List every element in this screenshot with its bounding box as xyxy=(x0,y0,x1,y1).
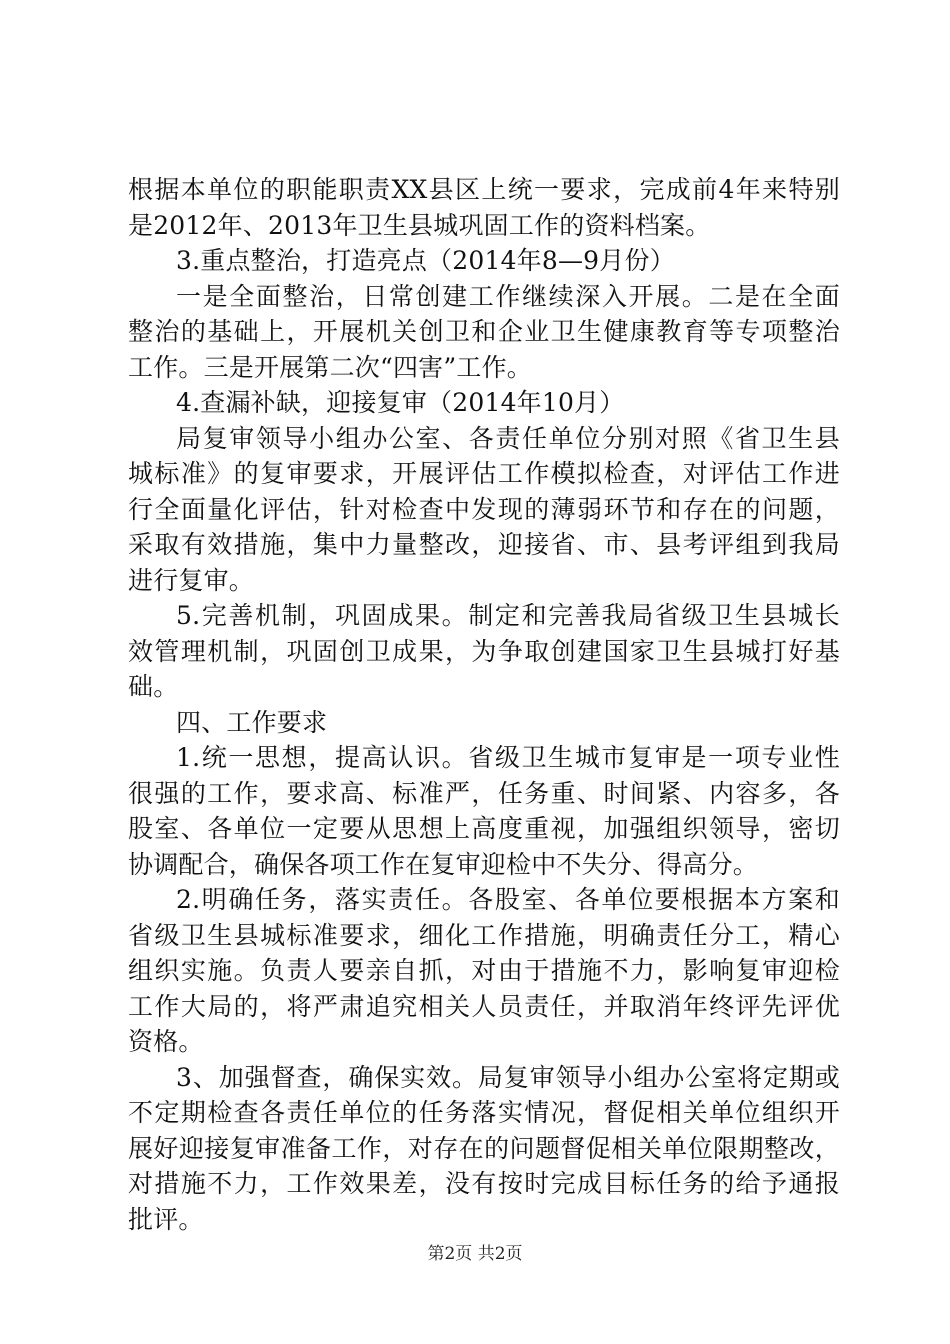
text-line: 资格。 xyxy=(128,1027,204,1056)
heading-line: 4.查漏补缺，迎接复审（2014年10月） xyxy=(176,388,625,417)
text-line: 效管理机制，巩固创卫成果，为争取创建国家卫生县城打好基 xyxy=(128,636,840,666)
text-line: 5.完善机制，巩固成果。制定和完善我局省级卫生县城长 xyxy=(176,601,840,630)
text-line: 省级卫生县城标准要求，细化工作措施，明确责任分工，精心 xyxy=(128,920,840,950)
text-line: 对措施不力，工作效果差，没有按时完成目标任务的给予通报 xyxy=(128,1169,840,1198)
text-line: 城标准》的复审要求，开展评估工作模拟检查，对评估工作进 xyxy=(128,459,840,488)
text-line: 组织实施。负责人要亲自抓，对由于措施不力，影响复审迎检 xyxy=(128,956,840,985)
text-line: 整治的基础上，开展机关创卫和企业卫生健康教育等专项整治 xyxy=(128,317,840,346)
section-heading-work-requirements xyxy=(128,705,840,741)
text-line: 进行复审。 xyxy=(128,565,255,595)
text-line: 批评。 xyxy=(128,1204,204,1234)
section-heading-3 xyxy=(128,243,840,279)
text-line: 行全面量化评估，针对检查中发现的薄弱环节和存在的问题， xyxy=(128,494,840,524)
text-line: 采取有效措施，集中力量整改，迎接省、市、县考评组到我局 xyxy=(128,530,840,559)
paragraph xyxy=(128,1060,840,1238)
text-line: 协调配合，确保各项工作在复审迎检中不失分、得高分。 xyxy=(128,849,759,879)
text-line: 股室、各单位一定要从思想上高度重视，加强组织领导，密切 xyxy=(128,814,840,843)
text-line: 工作大局的，将严肃追究相关人员责任，并取消年终评先评优 xyxy=(128,991,840,1021)
section-heading-4 xyxy=(128,385,840,421)
text-line: 3、加强督查，确保实效。局复审领导小组办公室将定期或 xyxy=(176,1062,840,1092)
text-line: 不定期检查各责任单位的任务落实情况，督促相关单位组织开 xyxy=(128,1098,840,1127)
heading-line: 四、工作要求 xyxy=(176,707,328,737)
text-line: 工作。三是开展第二次“四害”工作。 xyxy=(128,352,532,382)
text-line: 是2012年、2013年卫生县城巩固工作的资料档案。 xyxy=(128,210,711,240)
text-line: 局复审领导小组办公室、各责任单位分别对照《省卫生县 xyxy=(176,423,840,453)
page-footer xyxy=(0,1243,950,1265)
heading-line: 3.重点整治，打造亮点（2014年8—9月份） xyxy=(176,246,675,275)
text-line: 很强的工作，要求高、标准严，任务重、时间紧、内容多，各 xyxy=(128,778,840,808)
paragraph xyxy=(128,421,840,599)
paragraph xyxy=(128,279,840,386)
text-line: 1.统一思想，提高认识。省级卫生城市复审是一项专业性 xyxy=(176,743,840,772)
page-number-label: 第2页 共2页 xyxy=(427,1244,523,1264)
text-line: 一是全面整治，日常创建工作继续深入开展。二是在全面 xyxy=(176,281,840,311)
text-line: 根据本单位的职能职责XX县区上统一要求，完成前4年来特别 xyxy=(128,175,840,204)
paragraph xyxy=(128,740,840,882)
text-line: 展好迎接复审准备工作，对存在的问题督促相关单位限期整改， xyxy=(128,1133,840,1163)
paragraph-continuation xyxy=(128,172,840,243)
text-line: 础。 xyxy=(128,672,179,701)
text-line: 2.明确任务，落实责任。各股室、各单位要根据本方案和 xyxy=(176,885,840,914)
paragraph xyxy=(128,598,840,705)
paragraph xyxy=(128,882,840,1060)
document-body xyxy=(128,172,840,1237)
